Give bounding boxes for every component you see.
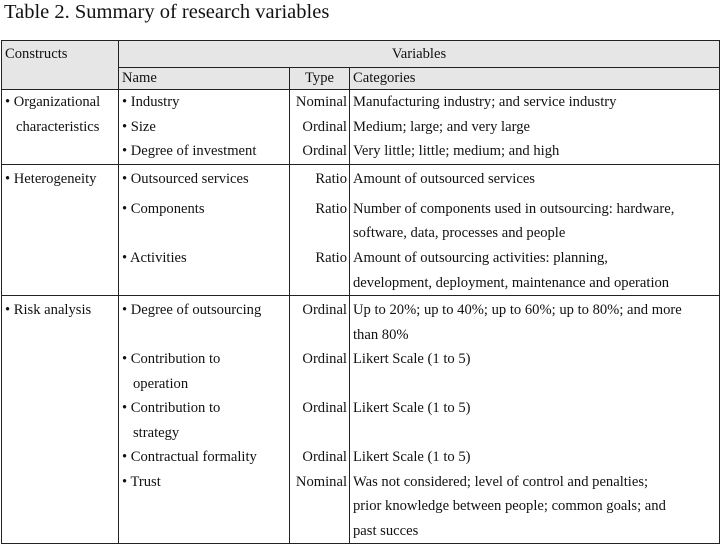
header-type: Type xyxy=(290,68,350,90)
variable-type: Ratio xyxy=(315,200,347,217)
table-row-risk-analysis xyxy=(2,296,720,544)
variable-type: Nominal xyxy=(295,94,347,110)
variable-name: • Activities xyxy=(122,249,187,266)
types-cell xyxy=(290,164,350,296)
construct-line: • Organizational xyxy=(5,94,101,110)
variable-name: • Size xyxy=(122,118,156,135)
variable-type: Ordinal xyxy=(302,400,347,416)
variable-type: Ordinal xyxy=(302,118,347,135)
variable-categories: Very little; little; medium; and high xyxy=(353,143,560,159)
categories-cell xyxy=(350,296,720,544)
table-row-organizational xyxy=(2,90,720,165)
variable-name: • Components xyxy=(122,200,205,217)
variable-categories: Medium; large; and very large xyxy=(353,118,530,135)
header-categories: Categories xyxy=(350,68,720,90)
header-row-top xyxy=(2,41,720,68)
construct-organizational xyxy=(2,90,119,165)
variable-type: Ratio xyxy=(315,170,347,187)
variable-name: • Trust xyxy=(122,473,161,490)
variable-categories: development, deployment, maintenance and operation xyxy=(353,274,670,291)
variable-name: • Degree of outsourcing xyxy=(122,302,262,318)
table-title: Table 2. Summary of research variables xyxy=(4,1,330,23)
variable-name: • Outsourced services xyxy=(122,170,249,187)
variable-categories: Likert Scale (1 to 5) xyxy=(353,351,471,367)
variable-type: Ordinal xyxy=(302,302,347,318)
variable-categories: Likert Scale (1 to 5) xyxy=(353,449,471,465)
variable-name: • Contribution to xyxy=(122,351,221,367)
names-cell xyxy=(119,90,290,165)
construct-heterogeneity: • Heterogeneity xyxy=(2,164,119,296)
categories-cell xyxy=(350,90,720,165)
variable-type: Ordinal xyxy=(302,143,347,159)
construct-line: characteristics xyxy=(16,118,100,135)
variable-type: Ordinal xyxy=(302,351,347,367)
variable-name: strategy xyxy=(133,424,180,441)
research-variables-table xyxy=(1,40,720,544)
variable-categories: Amount of outsourced services xyxy=(353,170,535,187)
variable-type: Ordinal xyxy=(302,449,347,465)
variable-categories: Amount of outsourcing activities: planning, xyxy=(353,250,608,266)
table-row-heterogeneity xyxy=(2,164,720,296)
header-name: Name xyxy=(119,68,290,90)
header-variables: Variables xyxy=(119,41,720,68)
names-cell xyxy=(119,296,290,544)
variable-type: Nominal xyxy=(295,473,347,490)
variable-categories: Was not considered; level of control and penalties; xyxy=(353,473,649,490)
variable-categories: Number of components used in outsourcing: hardware, xyxy=(353,200,675,217)
variable-categories: than 80% xyxy=(353,326,409,343)
variable-categories: Likert Scale (1 to 5) xyxy=(353,400,471,416)
variable-name: • Degree of investment xyxy=(122,143,257,159)
construct-risk-analysis: • Risk analysis xyxy=(2,296,119,544)
variable-name: • Industry xyxy=(122,94,180,110)
variable-categories: software, data, processes and people xyxy=(353,225,566,241)
types-cell xyxy=(290,90,350,165)
names-cell xyxy=(119,164,290,296)
types-cell xyxy=(290,296,350,544)
header-constructs: Constructs xyxy=(2,41,119,90)
variable-name: operation xyxy=(133,375,189,392)
variable-categories: prior knowledge between people; common goals; and xyxy=(353,498,666,514)
variable-name: • Contractual formality xyxy=(122,449,257,465)
variable-name: • Contribution to xyxy=(122,400,221,416)
variable-categories: past succes xyxy=(353,522,419,539)
variable-categories: Manufacturing industry; and service industry xyxy=(353,94,617,110)
variable-type: Ratio xyxy=(315,249,347,266)
categories-cell xyxy=(350,164,720,296)
variable-categories: Up to 20%; up to 40%; up to 60%; up to 80%; and more xyxy=(353,302,682,318)
